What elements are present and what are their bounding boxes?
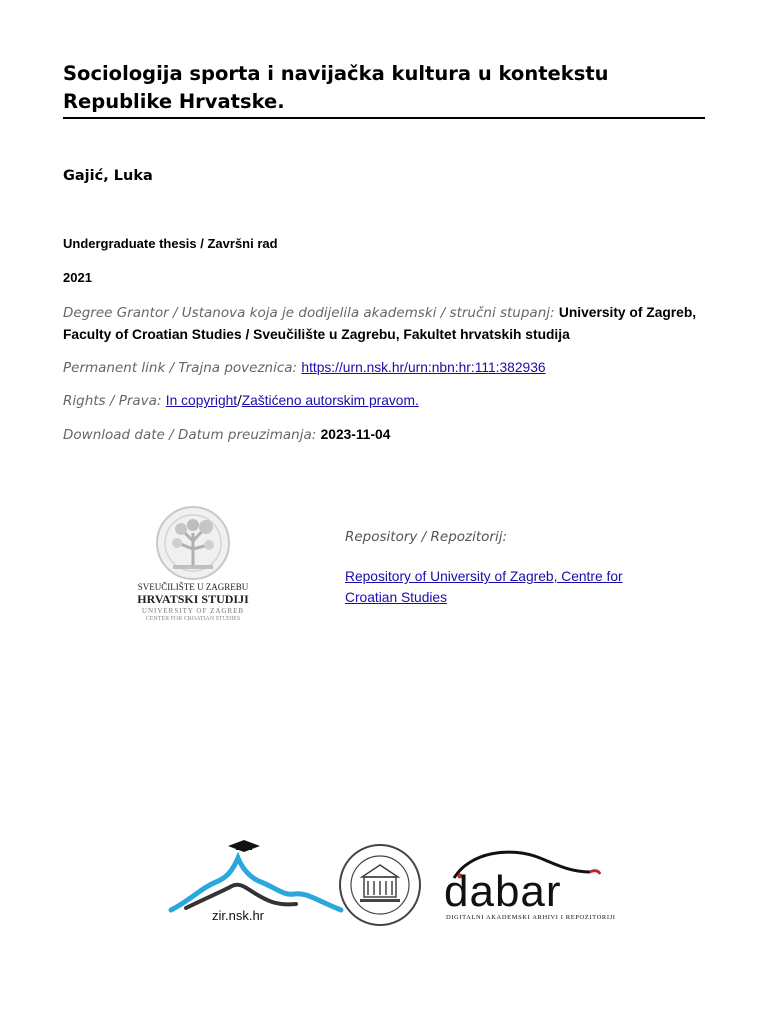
document-title: Sociologija sporta i navijačka kultura u kontekstu Republike Hrvatske.	[63, 62, 609, 113]
permanent-link-url[interactable]: https://urn.nsk.hr/urn:nbn:hr:111:382936	[301, 360, 546, 375]
rights	[63, 390, 703, 412]
logo-text-university: UNIVERSITY OF ZAGREB	[141, 607, 245, 615]
document-year: 2021	[63, 270, 92, 285]
logo-text-sveuciliste: SVEUČILIŠTE U ZAGREBU	[137, 582, 249, 592]
degree-grantor-label: Degree Grantor / Ustanova koja je dodijelila akademski / stručni stupanj:	[63, 305, 555, 321]
dabar-subtitle: DIGITALNI AKADEMSKI ARHIVI I REPOZITORIJI	[446, 914, 616, 921]
dabar-label: dabar	[444, 867, 562, 916]
download-date-value: 2023-11-04	[320, 427, 391, 442]
permanent-link	[63, 357, 703, 379]
rights-link-zasticeno[interactable]: Zaštićeno autorskim pravom.	[241, 393, 419, 408]
rights-link-in-copyright[interactable]: In copyright	[165, 393, 238, 408]
title-divider	[63, 117, 705, 119]
degree-grantor-value: University of Zagreb, Faculty of Croatian Studies / Sveučilište u Zagrebu, Fakultet hrvatskih studija	[63, 305, 697, 342]
degree-grantor	[63, 302, 703, 346]
repository-label: Repository / Repozitorij:	[345, 529, 508, 545]
download-date-label: Download date / Datum preuzimanja:	[63, 427, 317, 443]
rights-separator: /	[237, 393, 242, 409]
document-type: Undergraduate thesis / Završni rad	[63, 236, 278, 251]
logo-text-center: CENTER FOR CROATIAN STUDIES	[145, 616, 241, 622]
download-date	[63, 424, 703, 446]
zir-label: zir.nsk.hr	[212, 908, 265, 923]
permanent-link-label: Permanent link / Trajna poveznica:	[63, 360, 298, 376]
repository-link-container	[345, 566, 645, 608]
logo-text-hrvatski-studiji: HRVATSKI STUDIJI	[137, 592, 249, 606]
rights-label: Rights / Prava:	[63, 393, 162, 409]
university-seal-icon	[338, 843, 422, 927]
author-name: Gajić, Luka	[63, 168, 153, 184]
repository-link[interactable]: Repository of University of Zagreb, Centre for Croatian Studies	[345, 569, 623, 605]
